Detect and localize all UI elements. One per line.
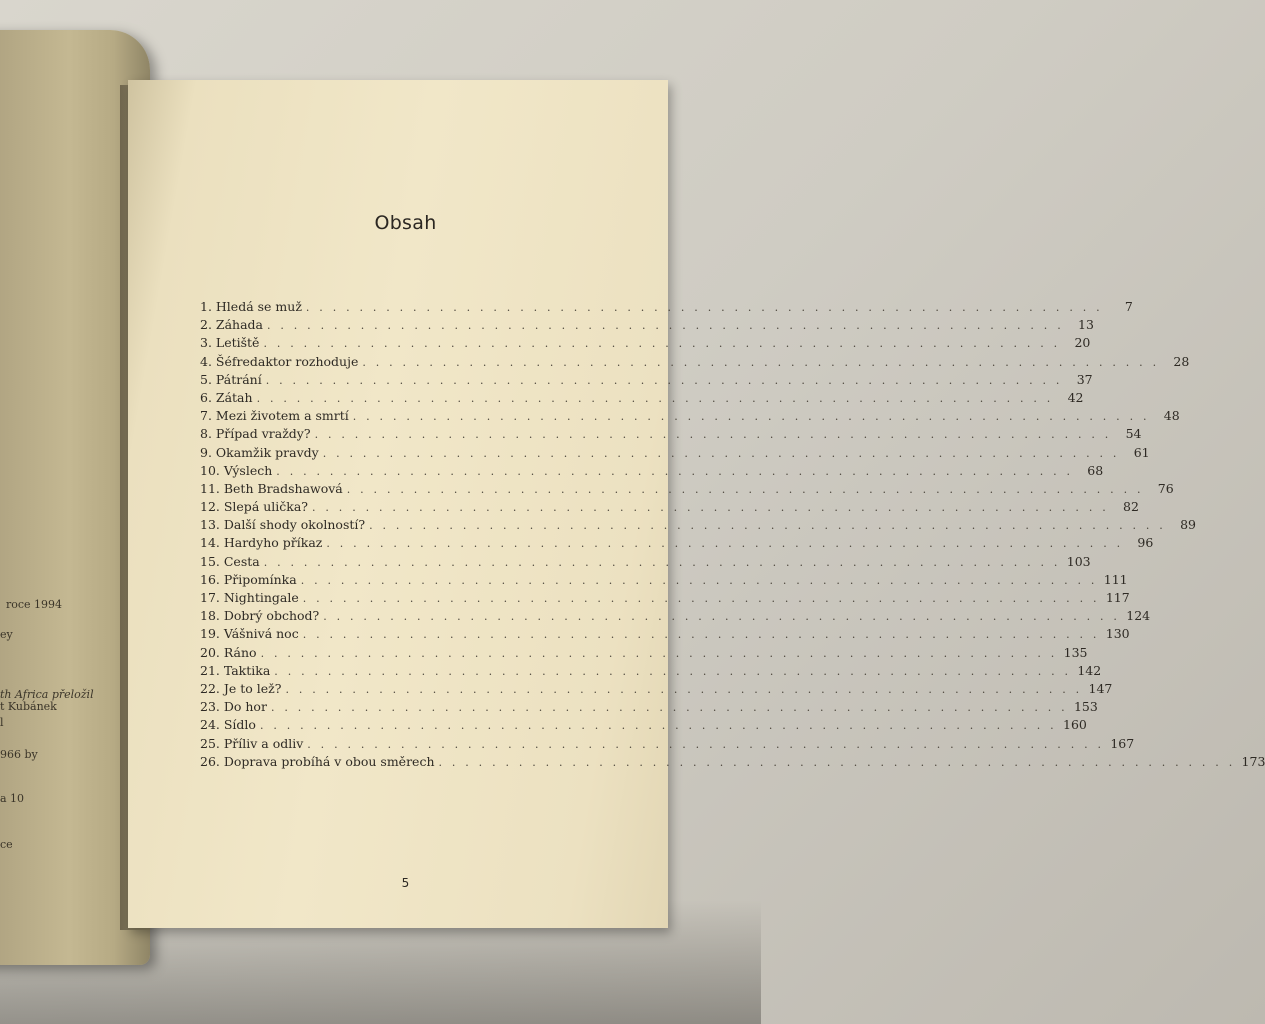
toc-entry-title: 4. Šéfredaktor rozhoduje xyxy=(200,353,359,369)
toc-entry-title: 24. Sídlo xyxy=(200,717,256,733)
toc-dot-leader: . . . . . . . . . . . . . . . . . . . . . . . . . . . . . . . . . . . . . . . . . . . . . . . . . . . . . . . . . . . . xyxy=(270,701,1068,715)
toc-entry xyxy=(200,353,1190,372)
toc-dot-leader: . . . . . . . . . . . . . . . . . . . . . . . . . . . . . . . . . . . . . . . . . . . . . . . . . . . . . . . . . . . . xyxy=(307,737,1105,751)
toc-entry-page: 61 xyxy=(1133,444,1150,460)
page-title: Obsah xyxy=(374,212,437,234)
toc-dot-leader: . . . . . . . . . . . . . . . . . . . . . . . . . . . . . . . . . . . . . . . . . . . . . . . . . . . . . . . . . . . . xyxy=(322,446,1120,460)
toc-entry-page: 13 xyxy=(1078,317,1094,333)
toc-dot-leader: . . . . . . . . . . . . . . . . . . . . . . . . . . . . . . . . . . . . . . . . . . . . . . . . . . . . . . . . . . . . xyxy=(260,646,1058,660)
toc-dot-leader: . . . . . . . . . . . . . . . . . . . . . . . . . . . . . . . . . . . . . . . . . . . . . . . . . . . . . . . . . . . . xyxy=(274,664,1072,678)
left-page-line: 966 by xyxy=(0,748,38,761)
toc-entry xyxy=(200,299,1133,317)
toc-entry-title: 9. Okamžik pravdy xyxy=(200,444,319,460)
toc-entry xyxy=(200,571,1128,590)
toc-entry-title: 14. Hardyho příkaz xyxy=(200,535,323,551)
toc-entry xyxy=(200,426,1142,444)
right-page xyxy=(128,80,1265,928)
toc-entry-page: 82 xyxy=(1123,499,1139,515)
left-page-line: t Kubánek xyxy=(0,700,57,713)
toc-entry xyxy=(200,590,1130,608)
toc-dot-leader: . . . . . . . . . . . . . . . . . . . . . . . . . . . . . . . . . . . . . . . . . . . . . . . . . . . . . . . . . . . . xyxy=(312,501,1109,515)
toc-entry xyxy=(200,389,1084,408)
toc-entry-title: 13. Další shody okolností? xyxy=(200,517,366,533)
toc-entry-page: 68 xyxy=(1087,462,1104,478)
toc-entry-title: 17. Nightingale xyxy=(200,590,299,605)
toc-entry xyxy=(200,317,1094,335)
toc-entry-title: 26. Doprava probíhá v obou směrech xyxy=(200,753,435,769)
toc-dot-leader: . . . . . . . . . . . . . . . . . . . . . . . . . . . . . . . . . . . . . . . . . . . . . . . . . . . . . . . . . . . . xyxy=(362,355,1160,369)
toc-entry xyxy=(200,499,1139,517)
toc-entry-page: 20 xyxy=(1074,335,1091,351)
toc-entry-title: 11. Beth Bradshawová xyxy=(200,480,343,496)
toc-entry xyxy=(200,644,1088,663)
toc-dot-leader: . . . . . . . . . . . . . . . . . . . . . . . . . . . . . . . . . . . . . . . . . . . . . . . . . . . . . . . . . . . . xyxy=(267,319,1064,333)
toc-entry-page: 42 xyxy=(1067,389,1084,405)
toc-dot-leader: . . . . . . . . . . . . . . . . . . . . . . . . . . . . . . . . . . . . . . . . . . . . . . . . . . . . . . . . . . . . xyxy=(300,573,1098,587)
toc-entry xyxy=(200,517,1196,535)
toc-entry-title: 12. Slepá ulička? xyxy=(200,499,309,515)
toc-dot-leader: . . . . . . . . . . . . . . . . . . . . . . . . . . . . . . . . . . . . . . . . . . . . . . . . . . . . . . . . . . . . xyxy=(256,391,1054,405)
toc-entry-page: 89 xyxy=(1180,517,1196,533)
toc-dot-leader: . . . . . . . . . . . . . . . . . . . . . . . . . . . . . . . . . . . . . . . . . . . . . . . . . . . . . . . . . . . . xyxy=(263,337,1061,351)
toc-entry xyxy=(200,444,1150,463)
left-page-line: a 10 xyxy=(0,792,25,805)
toc-entry-title: 2. Záhada xyxy=(200,317,263,333)
toc-entry-page: 48 xyxy=(1163,408,1180,424)
toc-entry xyxy=(200,408,1180,426)
toc-entry-title: 7. Mezi životem a smrtí xyxy=(200,408,349,424)
toc-entry-page: 96 xyxy=(1137,535,1154,551)
toc-dot-leader: . . . . . . . . . . . . . . . . . . . . . . . . . . . . . . . . . . . . . . . . . . . . . . . . . . . . . . . . . . . . xyxy=(302,592,1100,605)
toc-dot-leader: . . . . . . . . . . . . . . . . . . . . . . . . . . . . . . . . . . . . . . . . . . . . . . . . . . . . . . . . . . . . xyxy=(352,410,1150,424)
toc-entry-page: 111 xyxy=(1103,571,1128,587)
toc-entry xyxy=(200,335,1091,353)
toc-entry-title: 15. Cesta xyxy=(200,553,260,569)
toc-entry xyxy=(200,735,1135,754)
toc-dot-leader: . . . . . . . . . . . . . . . . . . . . . . . . . . . . . . . . . . . . . . . . . . . . . . . . . . . . . . . . . . . . xyxy=(438,755,1236,769)
toc-entry-title: 25. Příliv a odliv xyxy=(200,735,304,751)
toc-entry-title: 8. Případ vraždy? xyxy=(200,426,311,442)
toc-entry-page: 124 xyxy=(1126,608,1151,624)
toc-dot-leader: . . . . . . . . . . . . . . . . . . . . . . . . . . . . . . . . . . . . . . . . . . . . . . . . . . . . . . . . . . . . xyxy=(263,555,1061,569)
toc-entry xyxy=(200,680,1113,699)
left-page-line: th Africa přeložil xyxy=(0,688,94,701)
toc-entry-page: 37 xyxy=(1076,371,1093,387)
toc-entry-page: 142 xyxy=(1077,662,1102,678)
page-number: 5 xyxy=(401,876,410,890)
toc-entry-page: 135 xyxy=(1063,644,1088,660)
toc-entry xyxy=(200,699,1098,717)
left-page-line: l xyxy=(0,716,4,729)
toc-entry-title: 3. Letiště xyxy=(200,335,260,351)
toc-entry-page: 28 xyxy=(1173,353,1190,369)
toc-dot-leader: . . . . . . . . . . . . . . . . . . . . . . . . . . . . . . . . . . . . . . . . . . . . . . . . . . . . . . . . . . . . xyxy=(369,519,1166,533)
toc-entry-title: 18. Dobrý obchod? xyxy=(200,608,320,624)
toc-entry-title: 19. Vášnivá noc xyxy=(200,626,299,642)
toc-entry-page: 7 xyxy=(1124,299,1133,314)
left-page-line: roce 1994 xyxy=(6,598,63,611)
toc-entry-title: 23. Do hor xyxy=(200,699,267,715)
toc-entry-title: 6. Zátah xyxy=(200,389,253,405)
toc-entry-title: 21. Taktika xyxy=(200,662,271,678)
toc-entry-title: 16. Připomínka xyxy=(200,571,297,587)
toc-dot-leader: . . . . . . . . . . . . . . . . . . . . . . . . . . . . . . . . . . . . . . . . . . . . . . . . . . . . . . . . . . . . xyxy=(326,537,1124,551)
toc-entry xyxy=(200,662,1102,681)
toc-entry-page: 167 xyxy=(1110,735,1135,751)
toc-entry-title: 22. Je to lež? xyxy=(200,680,282,696)
toc-dot-leader: . . . . . . . . . . . . . . . . . . . . . . . . . . . . . . . . . . . . . . . . . . . . . . . . . . . . . . . . . . . . xyxy=(302,628,1100,642)
left-page-line: ey xyxy=(0,628,13,641)
toc-entry-page: 153 xyxy=(1073,699,1098,715)
toc-dot-leader: . . . . . . . . . . . . . . . . . . . . . . . . . . . . . . . . . . . . . . . . . . . . . . . . . . . . . . . . . . . . xyxy=(305,301,1103,314)
toc-dot-leader: . . . . . . . . . . . . . . . . . . . . . . . . . . . . . . . . . . . . . . . . . . . . . . . . . . . . . . . . . . . . xyxy=(314,428,1112,442)
toc-entry-title: 5. Pátrání xyxy=(200,371,262,387)
toc-entry-page: 76 xyxy=(1157,480,1174,496)
toc-entry-page: 54 xyxy=(1125,426,1142,442)
toc-entry xyxy=(200,553,1091,572)
toc-dot-leader: . . . . . . . . . . . . . . . . . . . . . . . . . . . . . . . . . . . . . . . . . . . . . . . . . . . . . . . . . . . . xyxy=(346,482,1144,496)
toc-dot-leader: . . . . . . . . . . . . . . . . . . . . . . . . . . . . . . . . . . . . . . . . . . . . . . . . . . . . . . . . . . . . xyxy=(259,719,1057,733)
toc-entry xyxy=(200,626,1130,644)
left-page-line: ce xyxy=(0,838,13,851)
toc-entry xyxy=(200,753,1265,772)
toc-entry-title: 10. Výslech xyxy=(200,462,273,478)
toc-dot-leader: . . . . . . . . . . . . . . . . . . . . . . . . . . . . . . . . . . . . . . . . . . . . . . . . . . . . . . . . . . . . xyxy=(265,373,1063,387)
toc-entry-page: 173 xyxy=(1241,753,1265,769)
toc-entry xyxy=(200,717,1087,735)
toc-entry xyxy=(200,371,1093,390)
toc-dot-leader: . . . . . . . . . . . . . . . . . . . . . . . . . . . . . . . . . . . . . . . . . . . . . . . . . . . . . . . . . . . . xyxy=(276,464,1074,478)
toc-entry-page: 160 xyxy=(1063,717,1087,733)
toc-entry xyxy=(200,462,1104,481)
table-of-contents xyxy=(200,299,1265,772)
toc-entry xyxy=(200,535,1154,553)
toc-entry-title: 20. Ráno xyxy=(200,644,257,660)
toc-dot-leader: . . . . . . . . . . . . . . . . . . . . . . . . . . . . . . . . . . . . . . . . . . . . . . . . . . . . . . . . . . . . xyxy=(323,610,1121,624)
toc-entry-page: 103 xyxy=(1066,553,1091,569)
toc-dot-leader: . . . . . . . . . . . . . . . . . . . . . . . . . . . . . . . . . . . . . . . . . . . . . . . . . . . . . . . . . . . . xyxy=(285,682,1083,696)
toc-entry-title: 1. Hledá se muž xyxy=(200,299,302,314)
toc-entry xyxy=(200,480,1174,499)
toc-entry-page: 117 xyxy=(1105,590,1130,605)
toc-entry xyxy=(200,608,1151,626)
toc-entry-page: 130 xyxy=(1105,626,1130,642)
toc-entry-page: 147 xyxy=(1088,680,1113,696)
